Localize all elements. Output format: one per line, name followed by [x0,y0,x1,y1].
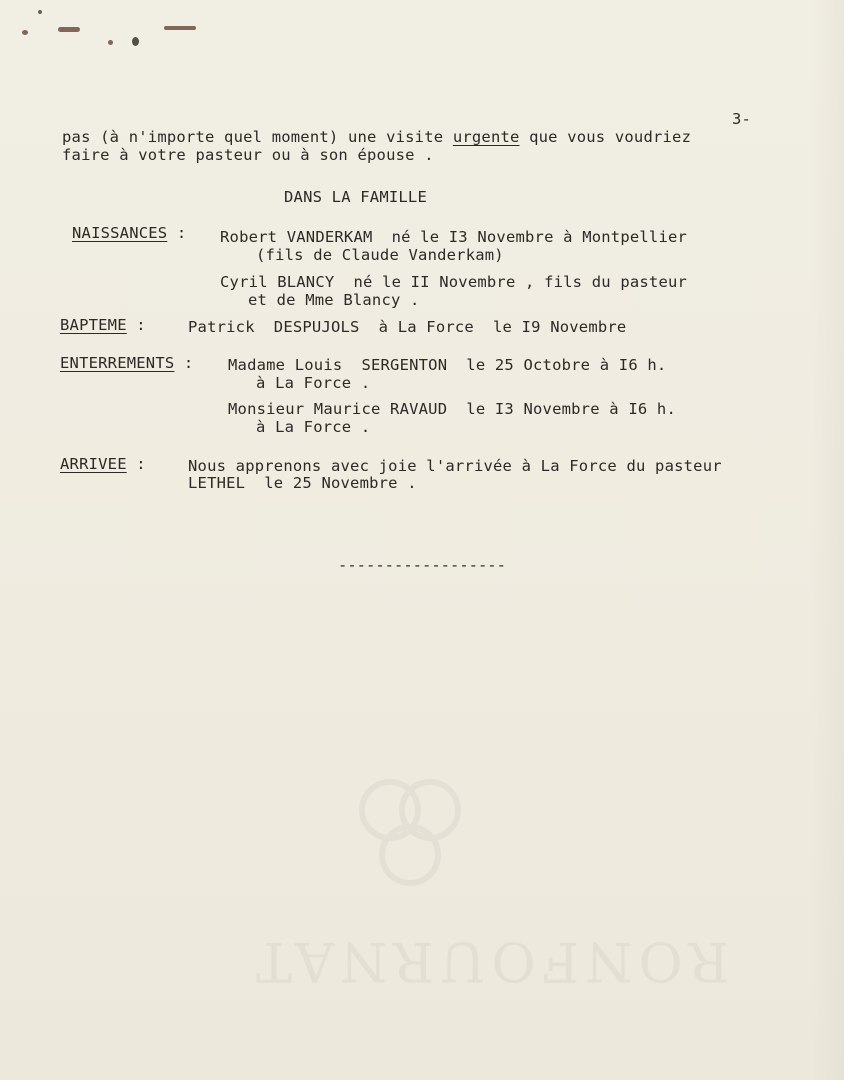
watermark-text: RONFOURNAT [250,930,730,993]
ink-stain [164,26,196,30]
enterrements-label: ENTERREMENTS [60,354,175,372]
page-number: 3- [732,110,752,128]
enterrements-entry-2-line-1: Monsieur Maurice RAVAUD le I3 Novembre à I6 h. [228,400,676,418]
intro-urgent-word: urgente [452,128,520,146]
enterrements-sep: : [174,354,194,372]
intro-text-c: que vous voudriez [519,128,692,146]
arrivee-entry-line-2: LETHEL le 25 Novembre . [188,474,417,492]
naissances-entry-2-line-2: et de Mme Blancy . [248,291,420,309]
naissances-entry-1-line-2: (fils de Claude Vanderkam) [256,246,504,264]
arrivee-sep: : [126,455,146,473]
enterrements-entry-1-line-1: Madame Louis SERGENTON le 25 Octobre à I6 h. [228,356,667,374]
intro-line-1 [62,128,691,146]
ink-stain [132,37,139,46]
ink-stain [38,10,42,14]
watermark-emblem-icon [330,760,490,900]
naissances-heading [72,224,186,242]
ink-stain [22,30,28,35]
intro-line-2: faire à votre pasteur ou à son épouse . [62,146,434,164]
ink-stain [58,27,80,32]
arrivee-heading [60,455,146,473]
bapteme-label: BAPTEME [60,316,127,334]
naissances-entry-2-line-1: Cyril BLANCY né le II Novembre , fils du pasteur [220,273,688,291]
naissances-label: NAISSANCES [72,224,168,242]
bapteme-entry: Patrick DESPUJOLS à La Force le I9 Novembre [188,318,627,336]
enterrements-heading [60,354,193,372]
naissances-entry-1-line-1: Robert VANDERKAM né le I3 Novembre à Montpellier [220,228,688,246]
enterrements-entry-1-line-2: à La Force . [256,374,371,392]
section-title: DANS LA FAMILLE [284,188,427,206]
ink-stain [108,40,113,45]
arrivee-entry-line-1: Nous apprenons avec joie l'arrivée à La Force du pasteur [188,457,722,475]
paper-edge-shadow [810,0,844,1080]
bapteme-heading [60,316,146,334]
bapteme-sep: : [126,316,146,334]
closing-divider: ------------------ [338,556,506,574]
naissances-sep: : [167,224,187,242]
arrivee-label: ARRIVEE [60,455,127,473]
enterrements-entry-2-line-2: à La Force . [256,418,371,436]
intro-text-a: pas (à n'importe quel moment) une visite [62,128,453,146]
